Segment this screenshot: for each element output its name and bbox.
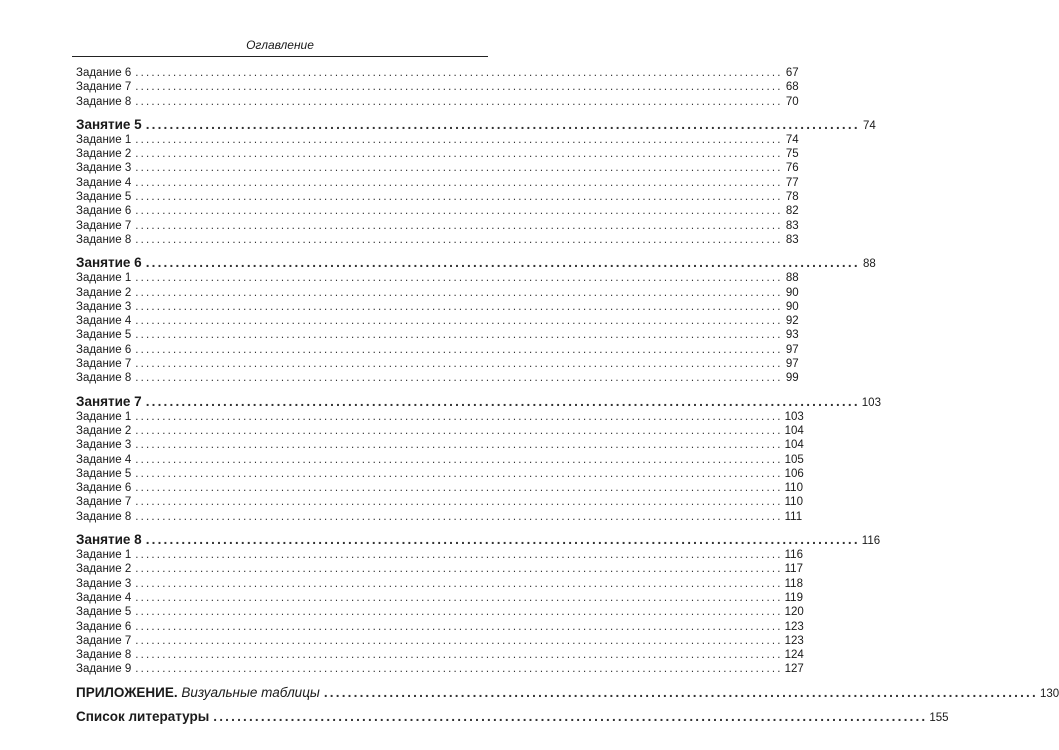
toc-entry[interactable] [76,577,803,591]
toc-entry[interactable] [76,190,799,204]
entry-label: Задание 8 [76,233,132,246]
section-page: 88 [862,258,876,271]
toc-entry[interactable] [76,634,804,648]
entry-page: 105 [784,453,804,466]
toc-section-lesson-6[interactable] [76,255,876,271]
dot-leader: ........................................................................................................................ [135,510,783,523]
entry-label: Задание 8 [76,372,132,385]
section-gap [76,247,487,255]
toc-entry[interactable] [76,147,799,161]
section-page: 155 [929,711,949,724]
entry-label: Задание 7 [76,358,132,371]
toc-entry[interactable] [76,662,804,676]
appendix-subtitle: Визуальные таблицы [181,684,320,700]
dot-leader: ........................................................................................................................ [135,95,783,108]
dot-leader: ........................................................................................................................ [135,233,783,246]
toc-section-lesson-5[interactable] [76,116,876,133]
toc-entry[interactable] [76,176,799,190]
dot-leader: ........................................................................................................................ [135,329,783,342]
section-page: 130 [1039,687,1059,700]
section-title: Список литературы [76,708,210,724]
dot-leader: ........................................................................................................................ [135,649,783,662]
entry-label: Задание 8 [76,649,132,662]
entry-label: Задание 1 [76,133,132,146]
entry-label: Задание 7 [76,219,132,232]
entry-label: Задание 7 [76,634,132,647]
entry-label: Задание 4 [76,315,132,328]
entry-page: 104 [784,439,804,452]
entry-label: Задание 2 [76,286,132,299]
entry-label: Задание 8 [76,510,132,523]
dot-leader: ........................................................................................................................ [135,300,783,313]
section-gap [76,701,487,709]
header-rule [72,56,488,57]
dot-leader: ........................................................................................................................ [145,116,860,132]
dot-leader: ........................................................................................................................ [135,133,783,146]
entry-label: Задание 8 [76,95,132,108]
toc-entry[interactable] [76,467,804,481]
entry-label: Задание 2 [76,563,132,576]
section-gap [76,524,487,532]
entry-page: 104 [784,424,804,437]
entry-page: 83 [785,219,799,232]
entry-page: 97 [785,343,799,356]
entry-page: 83 [785,233,799,246]
entry-page: 118 [784,577,803,590]
toc-section-lesson-7[interactable] [76,393,881,410]
toc-entry[interactable] [76,204,799,218]
dot-leader: ........................................................................................................................ [135,162,783,175]
section-title: Занятие 5 [76,116,142,132]
toc-entry[interactable] [76,648,804,662]
dot-leader: ........................................................................................................................ [135,358,783,371]
toc-entry[interactable] [76,328,799,342]
entry-page: 76 [785,162,799,175]
entry-page: 90 [785,286,799,299]
dot-leader: ........................................................................................................................ [135,205,783,218]
toc-entry[interactable] [76,548,803,562]
entry-page: 74 [785,133,799,146]
toc-entry[interactable] [76,510,803,524]
toc-entry[interactable] [76,314,799,328]
dot-leader: ........................................................................................................................ [135,272,783,285]
toc-entry[interactable] [76,562,803,576]
toc-entry[interactable] [76,271,799,285]
dot-leader: ........................................................................................................................ [135,219,783,232]
entry-label: Задание 6 [76,67,132,79]
toc-entry[interactable] [76,286,799,300]
section-title: Занятие 8 [76,532,142,548]
entry-page: 88 [785,272,799,285]
entry-label: Задание 6 [76,343,132,356]
entry-page: 103 [784,410,804,423]
toc-entry-task-7[interactable] [76,80,799,94]
entry-page: 124 [784,649,804,662]
toc-entry[interactable] [76,591,803,605]
entry-label: Задание 5 [76,606,132,619]
entry-label: Задание 6 [76,482,132,495]
dot-leader: ........................................................................................................................ [135,606,783,619]
entry-page: 78 [785,191,799,204]
dot-leader: ........................................................................................................................ [135,424,783,437]
entry-page: 120 [784,606,804,619]
entry-page: 67 [785,67,799,79]
toc-entry[interactable] [76,133,799,147]
dot-leader: ........................................................................................................................ [135,577,783,590]
entry-label: Задание 5 [76,191,132,204]
entry-label: Задание 1 [76,410,132,423]
entry-page: 90 [785,300,799,313]
entry-label: Задание 3 [76,300,132,313]
dot-leader: ........................................................................................................................ [213,708,928,724]
entry-label: Задание 7 [76,81,132,94]
dot-leader: ........................................................................................................................ [135,191,783,204]
toc-entry[interactable] [76,371,799,385]
dot-leader: ........................................................................................................................ [135,67,783,79]
entry-page: 116 [784,549,803,562]
toc-entry[interactable] [76,161,799,175]
entry-page: 106 [784,467,804,480]
dot-leader: ........................................................................................................................ [135,496,783,509]
entry-label: Задание 2 [76,424,132,437]
entry-label: Задание 1 [76,272,132,285]
section-gap [76,677,487,685]
section-page: 116 [861,535,881,548]
entry-page: 68 [785,81,799,94]
toc-entry[interactable] [76,343,799,357]
entry-page: 111 [784,510,803,523]
dot-leader: ........................................................................................................................ [135,482,783,495]
entry-page: 77 [785,176,799,189]
section-title [76,685,322,701]
toc-entry[interactable] [76,620,804,634]
toc-entry[interactable] [76,233,799,247]
entry-label: Задание 9 [76,663,132,676]
entry-label: Задание 1 [76,549,132,562]
table-of-contents [76,66,1059,725]
entry-page: 82 [785,205,799,218]
dot-leader: ........................................................................................................................ [135,620,783,633]
dot-leader: ........................................................................................................................ [135,176,783,189]
entry-label: Задание 6 [76,205,132,218]
dot-leader: ........................................................................................................................ [135,591,783,604]
dot-leader: ........................................................................................................................ [135,315,783,328]
toc-entry-task-8[interactable] [76,95,799,109]
section-title: Занятие 7 [76,393,142,409]
entry-label: Задание 5 [76,467,132,480]
section-gap [76,386,487,394]
dot-leader: ........................................................................................................................ [323,684,1038,700]
dot-leader: ........................................................................................................................ [135,663,783,676]
toc-entry[interactable] [76,453,804,467]
toc-entry[interactable] [76,300,799,314]
entry-label: Задание 3 [76,162,132,175]
dot-leader: ........................................................................................................................ [135,439,783,452]
entry-page: 99 [785,372,799,385]
entry-page: 117 [784,563,803,576]
dot-leader: ........................................................................................................................ [135,453,783,466]
entry-page: 93 [785,329,799,342]
dot-leader: ........................................................................................................................ [135,148,783,161]
toc-entry[interactable] [76,219,799,233]
dot-leader: ........................................................................................................................ [135,343,783,356]
entry-page: 119 [784,591,803,604]
entry-page: 123 [784,634,804,647]
toc-entry-task-6[interactable] [76,66,799,80]
dot-leader: ........................................................................................................................ [145,255,860,271]
entry-label: Задание 3 [76,577,132,590]
entry-label: Задание 5 [76,329,132,342]
toc-entry[interactable] [76,424,804,438]
toc-entry[interactable] [76,357,799,371]
toc-section-references[interactable] [76,708,949,725]
entry-page: 75 [785,148,799,161]
entry-page: 127 [784,663,804,676]
section-title: Занятие 6 [76,255,142,271]
toc-section-appendix[interactable] [76,684,1059,701]
dot-leader: ........................................................................................................................ [135,634,783,647]
entry-label: Задание 4 [76,453,132,466]
dot-leader: ........................................................................................................................ [135,81,783,94]
dot-leader: ........................................................................................................................ [145,532,860,548]
entry-page: 97 [785,358,799,371]
toc-entry[interactable] [76,605,804,619]
section-page: 74 [862,119,876,132]
toc-entry[interactable] [76,410,804,424]
entry-label: Задание 4 [76,591,132,604]
toc-entry[interactable] [76,481,803,495]
toc-entry[interactable] [76,495,803,509]
section-page: 103 [861,396,881,409]
dot-leader: ........................................................................................................................ [135,549,783,562]
dot-leader: ........................................................................................................................ [135,286,783,299]
entry-page: 70 [785,95,799,108]
page-header: Оглавление [246,38,314,52]
appendix-title: ПРИЛОЖЕНИЕ. [76,684,178,700]
dot-leader: ........................................................................................................................ [135,372,783,385]
toc-entry[interactable] [76,438,804,452]
entry-label: Задание 2 [76,148,132,161]
entry-page: 110 [784,496,803,509]
entry-label: Задание 3 [76,439,132,452]
section-gap [76,109,487,117]
dot-leader: ........................................................................................................................ [135,467,783,480]
entry-page: 92 [785,315,799,328]
entry-label: Задание 6 [76,620,132,633]
entry-label: Задание 7 [76,496,132,509]
entry-label: Задание 4 [76,176,132,189]
entry-page: 110 [784,482,803,495]
dot-leader: ........................................................................................................................ [135,563,783,576]
dot-leader: ........................................................................................................................ [135,410,783,423]
toc-section-lesson-8[interactable] [76,532,881,548]
entry-page: 123 [784,620,804,633]
dot-leader: ........................................................................................................................ [145,393,860,409]
